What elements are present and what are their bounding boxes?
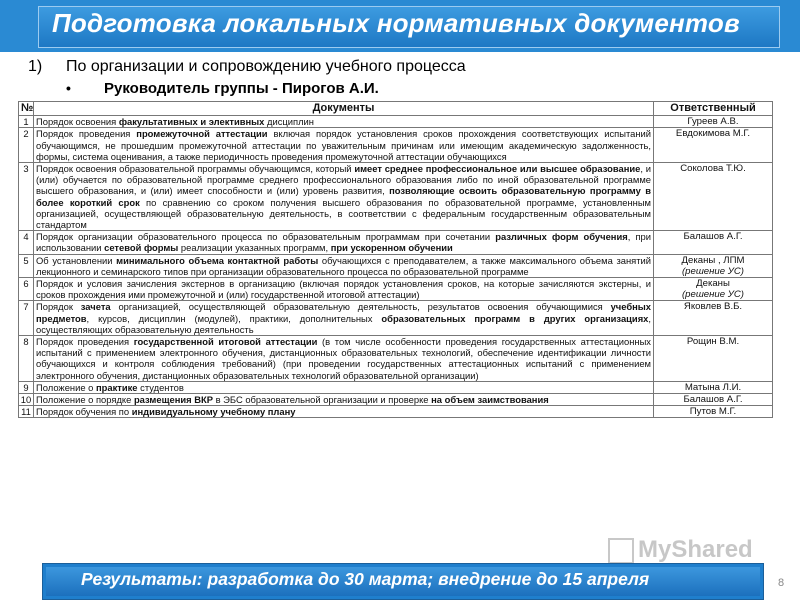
document-text: Положение о порядке [36, 394, 134, 406]
responsible-note: (решение УС) [681, 289, 745, 301]
row-number: 9 [19, 381, 34, 393]
row-number: 6 [19, 278, 34, 301]
table-header-row [19, 102, 773, 116]
document-emphasis: на объем заимствования [431, 394, 549, 406]
responsible-name: Деканы , ЛПМ [681, 254, 745, 266]
header-num: № [19, 102, 34, 116]
document-emphasis: образовательных программ в других организациях [381, 312, 649, 324]
document-text: в ЭБС образовательной организации и проверке [212, 394, 432, 406]
watermark-logo-icon [608, 538, 634, 564]
responsible-name: Балашов А.Г. [683, 394, 743, 406]
document-text: включая порядок установления сроков прохождения соответствующих испытаний обучающимся, не прошедшим промежуточной аттестации по уважительным причинам или имеющим академическую задолженность, формы, система оценивания, а также периодичность проведения промежуточной аттестации обучающихся [36, 128, 651, 162]
document-emphasis: факультативных и элективных [118, 116, 265, 128]
section-heading [28, 58, 466, 76]
row-number: 4 [19, 231, 34, 254]
section-text: По организации и сопровождению учебного процесса [66, 58, 466, 75]
responsible-cell [654, 406, 773, 418]
responsible-name: Соколова Т.Ю. [680, 163, 746, 175]
results-banner [42, 563, 764, 600]
row-number: 7 [19, 301, 34, 336]
document-text: дисциплин [264, 116, 314, 128]
responsible-cell [654, 394, 773, 406]
document-emphasis: имеет среднее профессиональное или высшее образование [354, 163, 641, 175]
row-number: 5 [19, 254, 34, 277]
document-text: реализации указанных программ, [178, 242, 331, 254]
document-emphasis: государственной итоговой аттестации [133, 336, 318, 348]
table-row [19, 301, 773, 336]
responsible-note: (решение УС) [681, 265, 745, 277]
document-text: Порядок [36, 301, 81, 313]
responsible-cell [654, 278, 773, 301]
document-cell [34, 116, 654, 128]
table-row [19, 394, 773, 406]
documents-table [18, 101, 773, 418]
responsible-cell [654, 254, 773, 277]
responsible-name: Рощин В.М. [686, 336, 740, 348]
document-emphasis: индивидуальному учебному плану [131, 406, 296, 418]
table-row [19, 406, 773, 418]
responsible-cell [654, 163, 773, 231]
row-number: 2 [19, 128, 34, 163]
document-text: , при использовании [36, 231, 651, 254]
responsible-name: Путов М.Г. [689, 406, 737, 418]
responsible-cell [654, 116, 773, 128]
document-emphasis: промежуточной аттестации [136, 128, 268, 140]
document-emphasis: при ускоренном обучении [330, 242, 453, 254]
responsible-cell [654, 231, 773, 254]
document-text: Положение о [36, 381, 96, 393]
responsible-cell [654, 128, 773, 163]
document-emphasis: зачета [80, 301, 111, 313]
row-number: 10 [19, 394, 34, 406]
document-text: Порядок освоения [36, 116, 119, 128]
page-title: Подготовка локальных нормативных документов [52, 8, 740, 38]
table-row [19, 336, 773, 382]
document-emphasis: практике [95, 381, 138, 393]
table-row [19, 163, 773, 231]
page-number: 8 [778, 577, 785, 589]
document-emphasis: минимального объема контактной работы [116, 254, 319, 266]
responsible-name: Гуреев А.В. [687, 116, 739, 128]
bullet-icon: • [66, 80, 71, 96]
row-number: 1 [19, 116, 34, 128]
document-emphasis: размещения ВКР [133, 394, 213, 406]
document-text: Об установлении [36, 254, 117, 266]
document-emphasis: позволяющие освоить образовательную программу в более короткий срок [36, 185, 651, 208]
document-cell [34, 336, 654, 382]
responsible-name: Евдокимова М.Г. [675, 128, 751, 140]
responsible-cell [654, 301, 773, 336]
row-number: 3 [19, 163, 34, 231]
document-text: , и (или) обучается по образовательной программе среднего профессионального образования либо по иной образовательной программе высшего образования, и (или) имеет способности и (или) уровень развития, [36, 163, 652, 197]
table-row [19, 231, 773, 254]
document-text: Порядок и условия зачисления экстернов в организацию (включая порядок установления сроков, на которые зачисляются экстерны, и сроков прохождения ими промежуточной и (или) государственной итоговой аттестации) [36, 278, 651, 301]
document-text: организацией, осуществляющей образовательную деятельность, результатов освоения обучающимися [110, 301, 611, 313]
header-documents: Документы [34, 102, 654, 116]
document-text: Порядок проведения [36, 128, 137, 140]
table-row [19, 116, 773, 128]
section-number: 1) [28, 58, 43, 75]
table-row [19, 128, 773, 163]
responsible-name: Балашов А.Г. [683, 231, 743, 243]
row-number: 11 [19, 406, 34, 418]
header-responsible: Ответственный [654, 102, 773, 116]
results-text: Результаты: разработка до 30 марта; внедрение до 15 апреля [81, 569, 650, 589]
document-text: по сравнению со сроком получения высшего образования по образовательной программе, установленным организацией, осуществляющей образовательную деятельность, в соответствии с федеральным государственным образовательным стандартом [36, 196, 651, 231]
document-emphasis: различных форм обучения [495, 231, 628, 243]
row-number: 8 [19, 336, 34, 382]
title-bar [0, 0, 800, 52]
document-emphasis: учебных предметов [36, 301, 651, 324]
document-cell [34, 406, 654, 418]
document-cell [34, 163, 654, 231]
document-emphasis: сетевой формы [104, 242, 179, 254]
responsible-name: Матына Л.И. [684, 381, 742, 393]
watermark [608, 536, 753, 564]
document-text: Порядок освоения образовательной программы обучающимся, который [36, 163, 355, 175]
group-leader-text: Руководитель группы - Пирогов А.И. [104, 80, 379, 97]
responsible-name: Деканы [696, 278, 730, 290]
document-text: студентов [137, 381, 184, 393]
document-text: , осуществляющих образовательную деятельность [36, 312, 651, 335]
document-cell [34, 301, 654, 336]
document-text: обучающихся с преподавателем, а также максимального объема занятий лекционного и семинарского типов при организации образовательного процесса по образовательной программе [36, 254, 651, 277]
document-cell [34, 278, 654, 301]
document-cell [34, 231, 654, 254]
document-text: Порядок организации образовательного процесса по образовательным программам при сочетании [36, 231, 496, 243]
document-cell [34, 128, 654, 163]
document-cell [34, 381, 654, 393]
responsible-cell [654, 381, 773, 393]
responsible-name: Яковлев В.Б. [683, 301, 743, 313]
table-row [19, 254, 773, 277]
table-row [19, 381, 773, 393]
watermark-text: MyShared [638, 536, 753, 563]
table-row [19, 278, 773, 301]
document-cell [34, 394, 654, 406]
document-text: Порядок обучения по [36, 406, 132, 418]
document-text: , курсов, дисциплин (модулей), практики, дополнительных [86, 312, 382, 324]
document-text: (в том числе особенности проведения государственных аттестационных испытаний с применением электронного обучения, дистанционных образовательных технологий, обеспечение идентификации личности обучающихся и контроля соблюдения требований) (при проведении государственных аттестационных испытаний с применением электронного обучения, дистанционных образовательных технологий образовательной организации) [36, 336, 651, 381]
group-leader [66, 80, 379, 97]
document-text: Порядок проведения [36, 336, 134, 348]
document-cell [34, 254, 654, 277]
responsible-cell [654, 336, 773, 382]
